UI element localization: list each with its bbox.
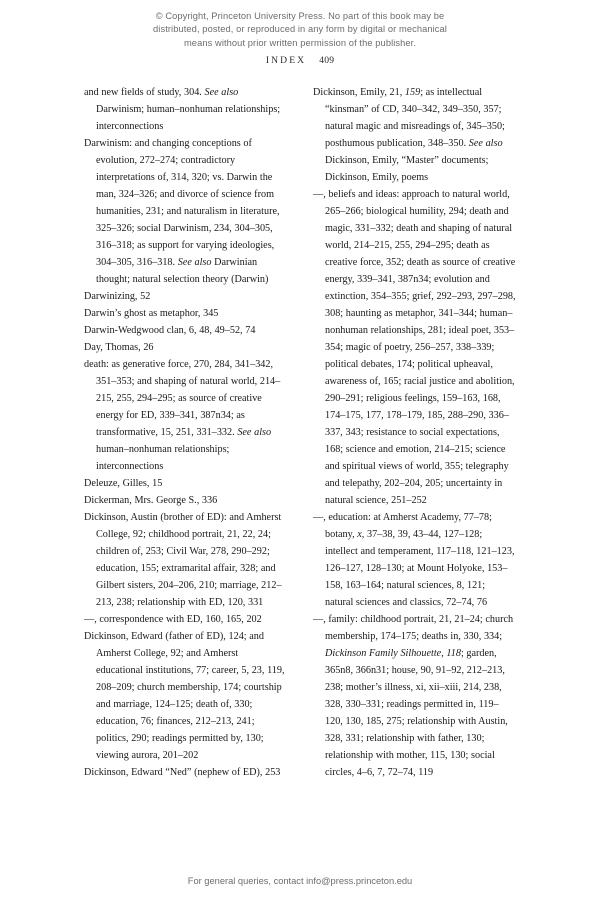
entry-darwinizing: Darwinizing, 52 (84, 291, 151, 302)
entry-dickinson-emily-family: —, family: childhood portrait, 21, 21–24; church membership, 174–175; deaths in, 330, 334; Dickinson Family Silhouette, 118; garden, 365n8, 366n31; house, 90, 91–92, 212–213, 238; mother’s illness, xi, xii–xiii, 214, 238, 328, 330–331; readings permitted in, 119–120, 130, 185, 275; relationship with Austin, 328, 331; relationship with father, 130; relationship with mother, 115, 130; social circles, 4–6, 7, 72–74, 119 (313, 614, 514, 778)
footer-queries-notice: For general queries, contact info@press.princeton.edu (187, 876, 413, 886)
entry-dickinson-edward: Dickinson, Edward (father of ED), 124; and Amherst College, 92; and Amherst educational institutions, 77; career, 5, 23, 119, 208–209; church membership, 174; courtship and marriage, 124–125; death of, 330; education, 76; finances, 212–213, 241; politics, 290; readings permitted by, 130; viewing aurora, 201–202 (84, 631, 285, 761)
entry-darwin-wedgwood-clan: Darwin-Wedgwood clan, 6, 48, 49–52, 74 (84, 325, 256, 336)
running-head-title: INDEX (265, 55, 307, 66)
index-column-left (84, 84, 287, 824)
entry-dickinson-emily-education: —, education: at Amherst Academy, 77–78; botany, x, 37–38, 39, 43–44, 127–128; intellect and temperament, 117–118, 121–123, 126–127, 128–130; at Mount Holyoke, 153–158, 163–164; natural sciences, 8, 121; natural sciences and classics, 72–74, 76 (313, 512, 515, 608)
entry-darwins-ghost: Darwin’s ghost as metaphor, 345 (84, 308, 219, 319)
entry-dickinson-austin-correspondence: —, correspondence with ED, 160, 165, 202 (84, 614, 262, 625)
entry-dickinson-austin: Dickinson, Austin (brother of ED): and Amherst College, 92; childhood portrait, 21, 22, 24; children of, 253; Civil War, 278, 290–292; education, 155; extramarital affair, 328; and Gilbert sisters, 204–206, 210; marriage, 212–213, 238; relationship with ED, 120, 331 (84, 512, 282, 608)
page-number: 409 (319, 55, 335, 66)
copyright-line-3: means without prior written permission of the publisher. (183, 37, 417, 48)
index-body (84, 84, 516, 824)
entry-dickinson-edward-ned: Dickinson, Edward “Ned” (nephew of ED), 253 (84, 767, 281, 778)
copyright-line-1: © Copyright, Princeton University Press. No part of this book may be (155, 11, 445, 21)
entry-darwin-continued: and new fields of study, 304. See also Darwinism; human–nonhuman relationships; interconnections (84, 87, 281, 132)
index-column-right (313, 84, 516, 824)
entry-dickinson-emily-beliefs: —, beliefs and ideas: approach to natural world, 265–266; biological humility, 294; death and magic, 331–332; death and shaping of natural world, 214–215, 255, 294–295; death as creative force, 352; death as source of creative energy, 339–341, 387n34; evolution and extinction, 354–355; grief, 292–293, 297–298, 308; haunting as metaphor, 341–344; human–nonhuman relationships, 281; ideal poet, 353–354; magic of poetry, 256–257, 338–339; political debates, 174; political upheaval, awareness of, 165; racial justice and abolition, 290–291; religious feelings, 159–163, 168, 174–175, 177, 178–179, 185, 288–290, 336–337, 343; resistance to social expectations, 168; science and emotion, 214–215; science and spiritual views of world, 355; telegraphy and telepathy, 202–204, 205; uncertainty in natural science, 251–252 (313, 189, 516, 506)
copyright-watermark (60, 10, 540, 50)
entry-deleuze-gilles: Deleuze, Gilles, 15 (84, 478, 163, 489)
entry-darwinism: Darwinism: and changing conceptions of evolution, 272–274; contradictory interpretations of, 314, 320; vs. Darwin the man, 324–326; and divorce of science from humanities, 231; and naturalism in literature, 325–326; social Darwinism, 234, 304–305, 316–318; as support for varying ideologies, 304–305, 316–318. See also Darwinian thought; natural selection theory (Darwin) (84, 138, 280, 285)
entry-death: death: as generative force, 270, 284, 341–342, 351–353; and shaping of natural world, 214–215, 255, 294–295; as source of creative energy for ED, 339–341, 387n34; as transformative, 15, 251, 331–332. See also human–nonhuman relationships; interconnections (84, 359, 281, 472)
copyright-line-2: distributed, posted, or reproduced in any form by digital or mechanical (153, 24, 447, 35)
running-head (0, 55, 600, 66)
entry-day-thomas: Day, Thomas, 26 (84, 342, 154, 353)
entry-dickerman-mrs-george: Dickerman, Mrs. George S., 336 (84, 495, 218, 506)
entry-dickinson-emily: Dickinson, Emily, 21, 159; as intellectual “kinsman” of CD, 340–342, 349–350, 357; natural magic and misreadings of, 345–350; posthumous publication, 348–350. See also Dickinson, Emily, “Master” documents; Dickinson, Emily, poems (313, 87, 505, 183)
